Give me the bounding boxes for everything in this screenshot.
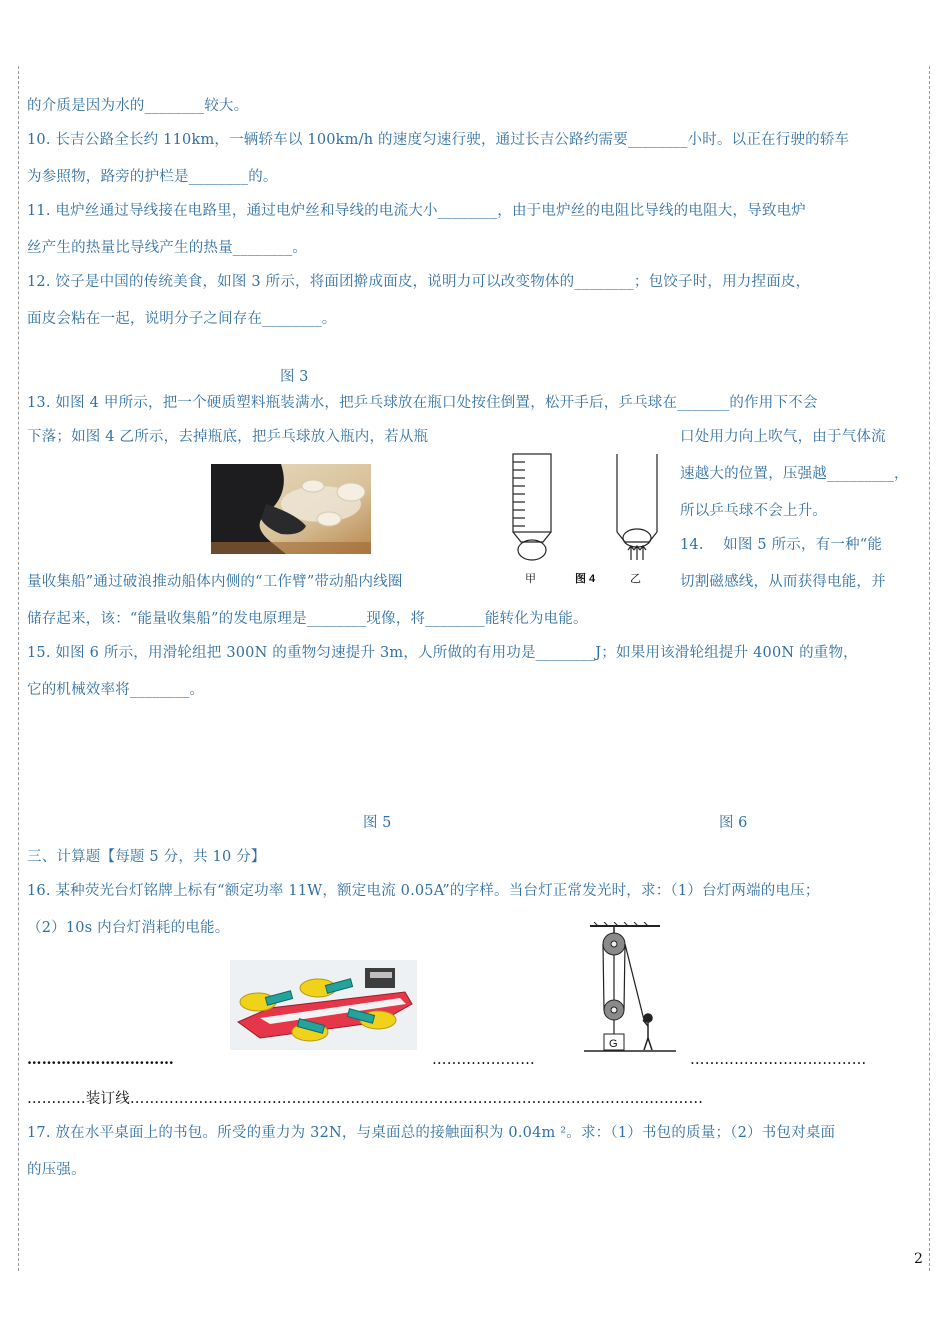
figure-4-label-a: 甲 xyxy=(525,573,536,585)
q11-line-1: 11. 电炉丝通过导线接在电路里，通过电炉丝和导线的电流大小________，由于电炉丝的电阻比导线的电阻大，导致电炉 xyxy=(27,203,806,219)
person-pulling-rope xyxy=(643,1014,652,1050)
q16-line-2: （2）10s 内台灯消耗的电能。 xyxy=(27,920,230,936)
q14-line-3: 储存起来，该：“能量收集船”的发电原理是________现像，将________能转化为电能。 xyxy=(27,611,588,627)
dotted-line-right: ……………………………… xyxy=(690,1052,867,1068)
q14-line-2-left: 量收集船”通过破浪推动船体内侧的“工作臂”带动船内线圈 xyxy=(27,574,403,590)
q13-line-3: 速越大的位置，压强越_________， xyxy=(680,466,909,482)
q12-line-2: 面皮会粘在一起，说明分子之间存在________。 xyxy=(27,311,337,327)
q10-line-2: 为参照物，路旁的护栏是________的。 xyxy=(27,169,278,185)
q9-tail-line: 的介质是因为水的________较大。 xyxy=(27,98,249,114)
figure-4-label-b: 乙 xyxy=(630,573,641,585)
q13-line-1: 13. 如图 4 甲所示，把一个硬质塑料瓶装满水，把乒乓球放在瓶口处按住倒置，松开手后，乒乓球在_______的作用下不会 xyxy=(27,395,818,411)
binding-line: …………装订线……………………………………………………………………………………………………… xyxy=(27,1091,704,1107)
q11-line-2: 丝产生的热量比导线产生的热量________。 xyxy=(27,240,308,256)
figure-6-pulley-diagram xyxy=(580,922,680,1056)
left-binding-margin xyxy=(18,66,19,1271)
q13-line-4: 所以乒乓球不会上升。 xyxy=(680,503,827,519)
figure-4-caption: 图 4 xyxy=(575,573,596,585)
pulley-weight-label: G xyxy=(609,1038,618,1050)
q14-line-1: 14. 如图 5 所示，有一种“能 xyxy=(680,537,883,553)
q16-line-1: 16. 某种荧光台灯铭牌上标有“额定功率 11W，额定电流 0.05A”的字样。当台灯正常发光时，求：（1）台灯两端的电压； xyxy=(27,883,820,899)
figure-6-caption: 图 6 xyxy=(719,815,748,831)
bottle-a-full xyxy=(513,454,551,560)
q17-line-1: 17. 放在水平桌面上的书包。所受的重力为 32N，与桌面总的接触面积为 0.04m ²。求：（1）书包的质量；（2）书包对桌面 xyxy=(27,1125,836,1141)
bottle-b-open xyxy=(617,454,657,560)
q10-line-1: 10. 长吉公路全长约 110km，一辆轿车以 100km/h 的速度匀速行驶，通过长吉公路约需要________小时。以正在行驶的轿车 xyxy=(27,132,850,148)
figure-3-caption: 图 3 xyxy=(280,369,309,385)
figure-5-boat-illustration xyxy=(230,960,417,1050)
q15-line-1: 15. 如图 6 所示，用滑轮组把 300N 的重物匀速提升 3m，人所做的有用功是________J；如果用该滑轮组提升 400N 的重物， xyxy=(27,645,858,661)
dotted-line-middle: ………………… xyxy=(432,1052,535,1068)
q13-line-2-left: 下落；如图 4 乙所示，去掉瓶底，把乒乓球放入瓶内，若从瓶 xyxy=(27,429,429,445)
q13-line-2-right: 口处用力向上吹气，由于气体流 xyxy=(680,429,886,445)
figure-4-bottles xyxy=(505,450,675,590)
q17-line-2: 的压强。 xyxy=(27,1162,86,1178)
right-binding-margin xyxy=(929,66,930,1271)
section-3-heading: 三、计算题【每题 5 分，共 10 分】 xyxy=(27,849,266,865)
q15-line-2: 它的机械效率将________。 xyxy=(27,682,205,698)
page-number: 2 xyxy=(914,1251,923,1267)
q12-line-1: 12. 饺子是中国的传统美食，如图 3 所示，将面团擀成面皮，说明力可以改变物体的________；包饺子时，用力捏面皮， xyxy=(27,274,811,290)
dotted-line-left: ………………………… xyxy=(27,1051,174,1068)
q14-line-2-right: 切割磁感线，从而获得电能，并 xyxy=(680,574,886,590)
figure-5-caption: 图 5 xyxy=(363,815,392,831)
figure-3-dough-photo xyxy=(211,464,371,554)
